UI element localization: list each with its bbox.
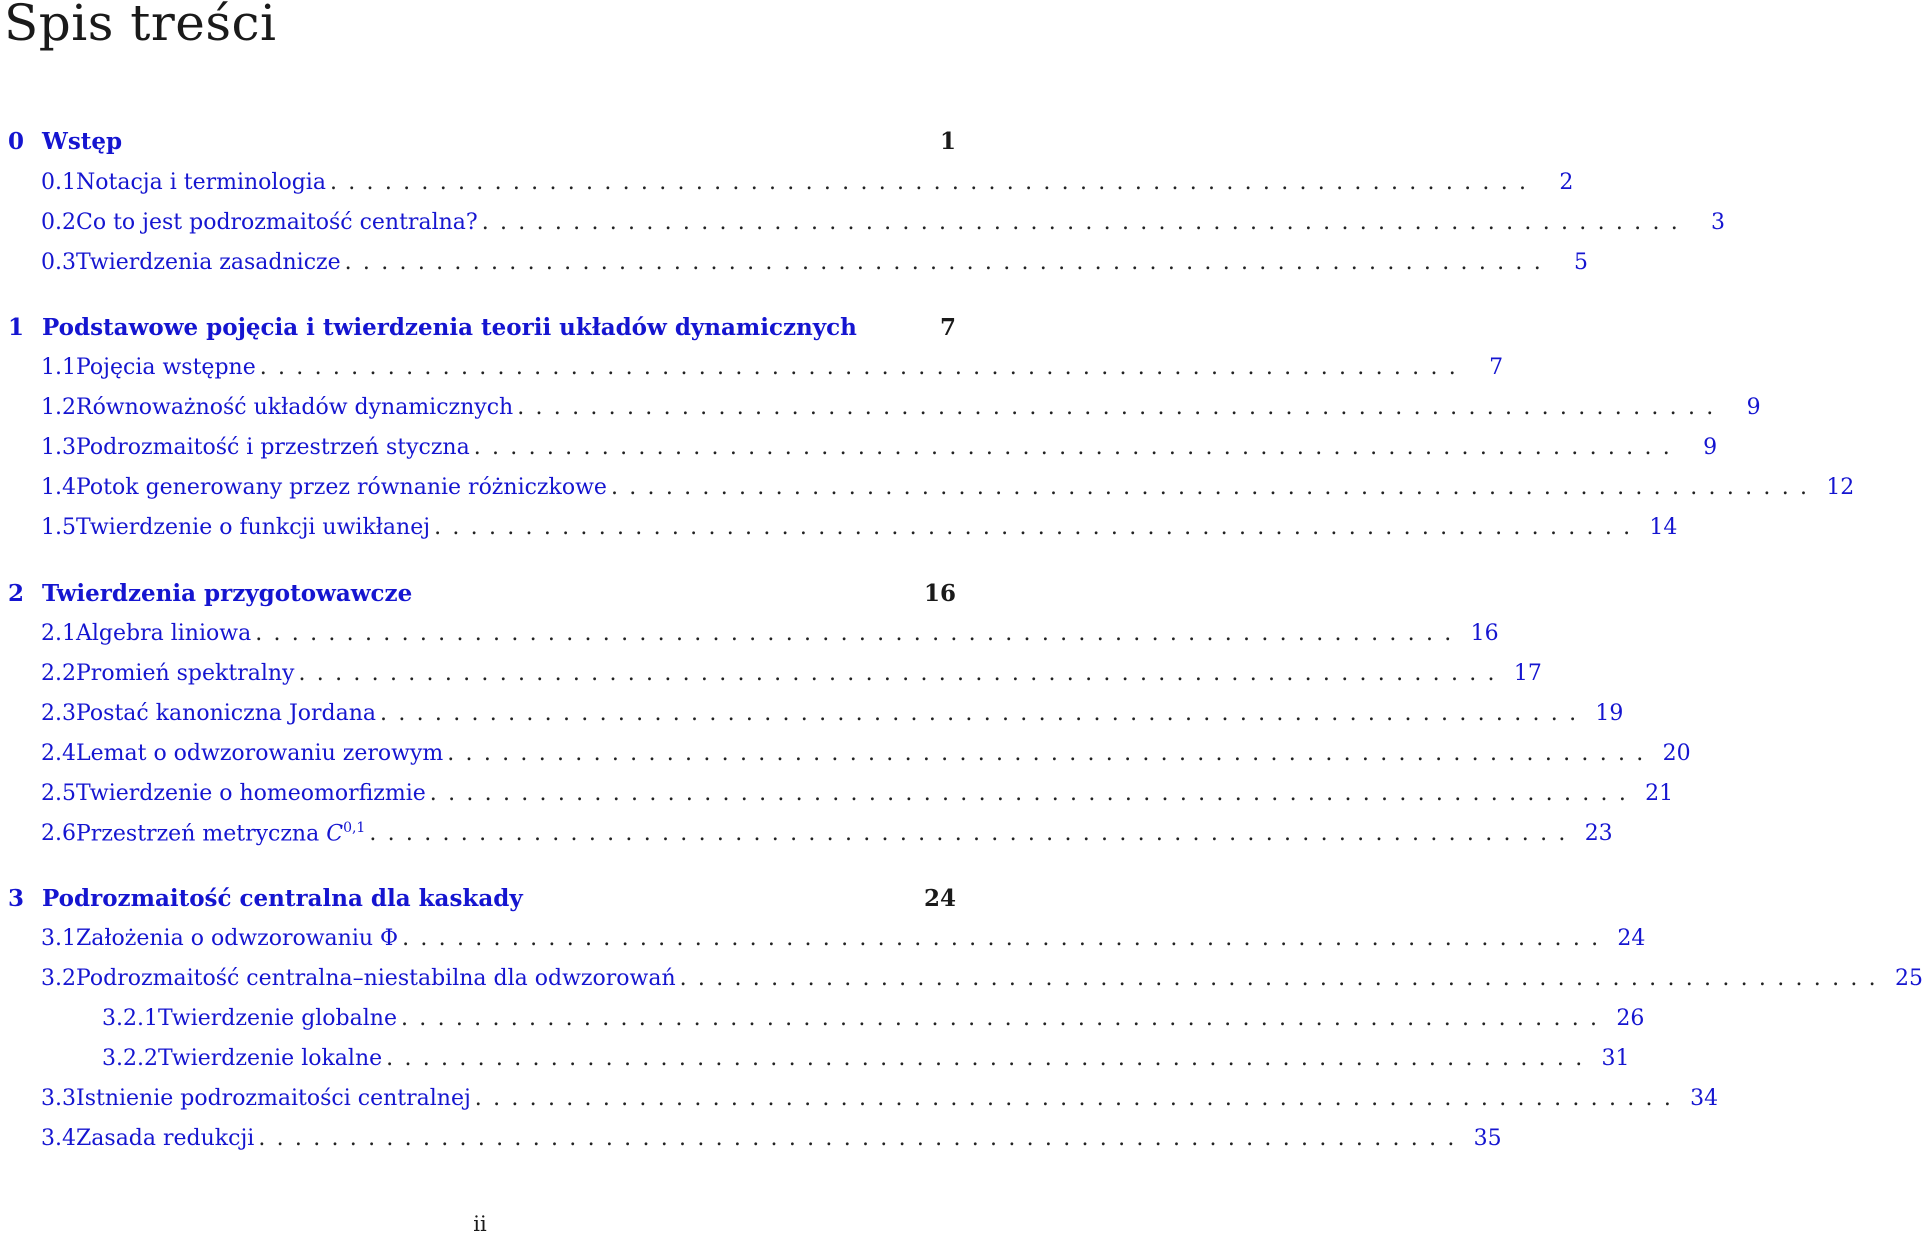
section-number: 2.3 [41,700,76,726]
toc-subsection-3-2-1[interactable] [102,1002,1645,1034]
chapter-number: 0 [8,127,25,155]
section-number: 1.5 [41,514,76,540]
dot-leader: .................................................................. [369,820,1577,846]
toc-section-1-1[interactable] [41,351,1504,383]
dot-leader: .................................................................. [329,169,1538,195]
toc-section-1-3[interactable] [41,431,1718,463]
page-number: 19 [1595,700,1624,726]
section-title-text: Przestrzeń metryczna [76,821,327,847]
section-number: 1.4 [41,474,76,500]
dot-leader: .................................................................. [447,740,1655,766]
section-number: 2.6 [41,820,76,846]
section-title[interactable]: Podrozmaitość centralna–niestabilna dla odwzorowań [76,965,676,991]
dot-leader: .................................................................. [610,474,1819,500]
section-title[interactable]: Postać kanoniczna Jordana [76,700,377,726]
section-number: 2.2 [41,660,76,686]
chapter-number: 1 [8,313,25,341]
section-number: 2.4 [41,740,76,766]
dot-leader: .................................................................. [298,660,1506,686]
page-number: 12 [1826,474,1855,500]
page-number: 35 [1473,1125,1502,1151]
toc-section-0-2[interactable] [41,206,1726,238]
toc-chapter-0[interactable] [8,125,956,157]
section-title[interactable]: Istnienie podrozmaitości centralnej [76,1085,471,1111]
page-number: 23 [1584,820,1613,846]
page-number: 21 [1645,780,1674,806]
page-number: 5 [1574,249,1588,275]
page-number: 25 [1894,965,1923,991]
toc-chapter-2[interactable] [8,577,956,609]
section-number: 3.3 [41,1085,76,1111]
toc-section-1-2[interactable] [41,391,1761,423]
toc-subsection-3-2-2[interactable] [102,1042,1630,1074]
section-number: 0.3 [41,249,76,275]
section-title[interactable]: Promień spektralny [76,660,295,686]
toc-section-3-1[interactable] [41,922,1646,954]
section-number: 1.1 [41,354,76,380]
dot-leader: .................................................................. [402,925,1610,951]
toc-section-2-1[interactable] [41,617,1499,649]
dot-leader: .................................................................. [258,1125,1466,1151]
section-title[interactable]: Założenia o odwzorowaniu Φ [76,925,399,951]
dot-leader: .................................................................. [429,780,1638,806]
subsection-title[interactable]: Twierdzenie globalne [157,1005,397,1031]
toc-section-3-4[interactable] [41,1122,1502,1154]
section-title[interactable]: Zasada redukcji [76,1125,255,1151]
dot-leader: .................................................................. [481,209,1690,235]
section-number: 0.2 [41,209,76,235]
page-number: 20 [1662,740,1691,766]
page-footer-number: ii [473,1212,487,1236]
chapter-number: 3 [8,884,25,912]
section-title[interactable]: Równoważność układów dynamicznych [76,394,514,420]
page-number: 7 [939,313,956,341]
section-number: 1.3 [41,434,76,460]
chapter-number: 2 [8,579,25,607]
section-number: 3.4 [41,1125,76,1151]
page-number: 16 [1470,620,1499,646]
toc-chapter-1[interactable] [8,311,956,343]
dot-leader: .................................................................. [259,354,1468,380]
toc-section-1-4[interactable] [41,471,1855,503]
toc-section-0-1[interactable] [41,166,1574,198]
toc-section-2-3[interactable] [41,697,1624,729]
chapter-title[interactable]: Wstęp [42,127,123,155]
page-number: 7 [1489,354,1504,380]
toc-section-0-3[interactable] [41,246,1588,278]
toc-section-2-4[interactable] [41,737,1691,769]
dot-leader: .................................................................. [434,514,1642,540]
toc-chapter-3[interactable] [8,882,956,914]
chapter-title[interactable]: Twierdzenia przygotowawcze [42,579,413,607]
chapter-title[interactable]: Podrozmaitość centralna dla kaskady [42,884,523,912]
section-title[interactable]: Twierdzenia zasadnicze [76,249,341,275]
section-title[interactable] [76,820,365,846]
dot-leader: .................................................................. [344,249,1552,275]
section-title[interactable]: Notacja i terminologia [76,169,326,195]
subsection-number: 3.2.2 [102,1045,158,1071]
chapter-title[interactable]: Podstawowe pojęcia i twierdzenia teorii układów dynamicznych [42,313,857,341]
section-title[interactable]: Twierdzenie o funkcji uwikłanej [76,514,431,540]
dot-leader: .................................................................. [380,700,1588,726]
math-symbol: C [326,821,344,847]
section-title[interactable]: Co to jest podrozmaitość centralna? [76,209,478,235]
page-number: 9 [1746,394,1761,420]
page-number: 1 [939,127,956,155]
toc-section-1-5[interactable] [41,511,1678,543]
dot-leader: .................................................................. [517,394,1725,420]
section-number: 1.2 [41,394,76,420]
dot-leader: .................................................................. [474,1085,1683,1111]
page-number: 26 [1616,1005,1645,1031]
page-number: 16 [923,579,956,607]
page-number: 2 [1559,169,1574,195]
page-number: 24 [923,884,956,912]
page-number: 3 [1711,209,1726,235]
section-number: 3.2 [41,965,76,991]
section-number: 2.5 [41,780,76,806]
section-title[interactable]: Algebra liniowa [76,620,252,646]
math-superscript: 0,1 [343,819,366,836]
toc-section-3-2[interactable] [41,962,1923,994]
dot-leader: .................................................................. [255,620,1463,646]
page-number: 9 [1703,434,1718,460]
subsection-number: 3.2.1 [102,1005,158,1031]
section-title[interactable]: Pojęcia wstępne [76,354,256,380]
section-number: 3.1 [41,925,76,951]
page-number: 34 [1690,1085,1719,1111]
dot-leader: .................................................................. [473,434,1682,460]
dot-leader: .................................................................. [679,965,1887,991]
section-number: 0.1 [41,169,76,195]
toc-section-2-2[interactable] [41,657,1542,689]
subsection-title[interactable]: Twierdzenie lokalne [157,1045,383,1071]
page-number: 24 [1617,925,1646,951]
toc-section-3-3[interactable] [41,1082,1719,1114]
page-number: 17 [1513,660,1542,686]
section-title[interactable]: Podrozmaitość i przestrzeń styczna [76,434,470,460]
page-title: Spis treści [4,0,277,52]
page-number: 14 [1649,514,1678,540]
section-title[interactable]: Twierdzenie o homeomorfizmie [76,780,426,806]
page-number: 31 [1601,1045,1630,1071]
section-number: 2.1 [41,620,76,646]
dot-leader: .................................................................. [400,1005,1609,1031]
toc-section-2-5[interactable] [41,777,1674,809]
section-title[interactable]: Lemat o odwzorowaniu zerowym [76,740,444,766]
dot-leader: .................................................................. [386,1045,1594,1071]
section-title[interactable]: Potok generowany przez równanie różniczkowe [76,474,607,500]
toc-section-2-6[interactable] [41,817,1613,849]
